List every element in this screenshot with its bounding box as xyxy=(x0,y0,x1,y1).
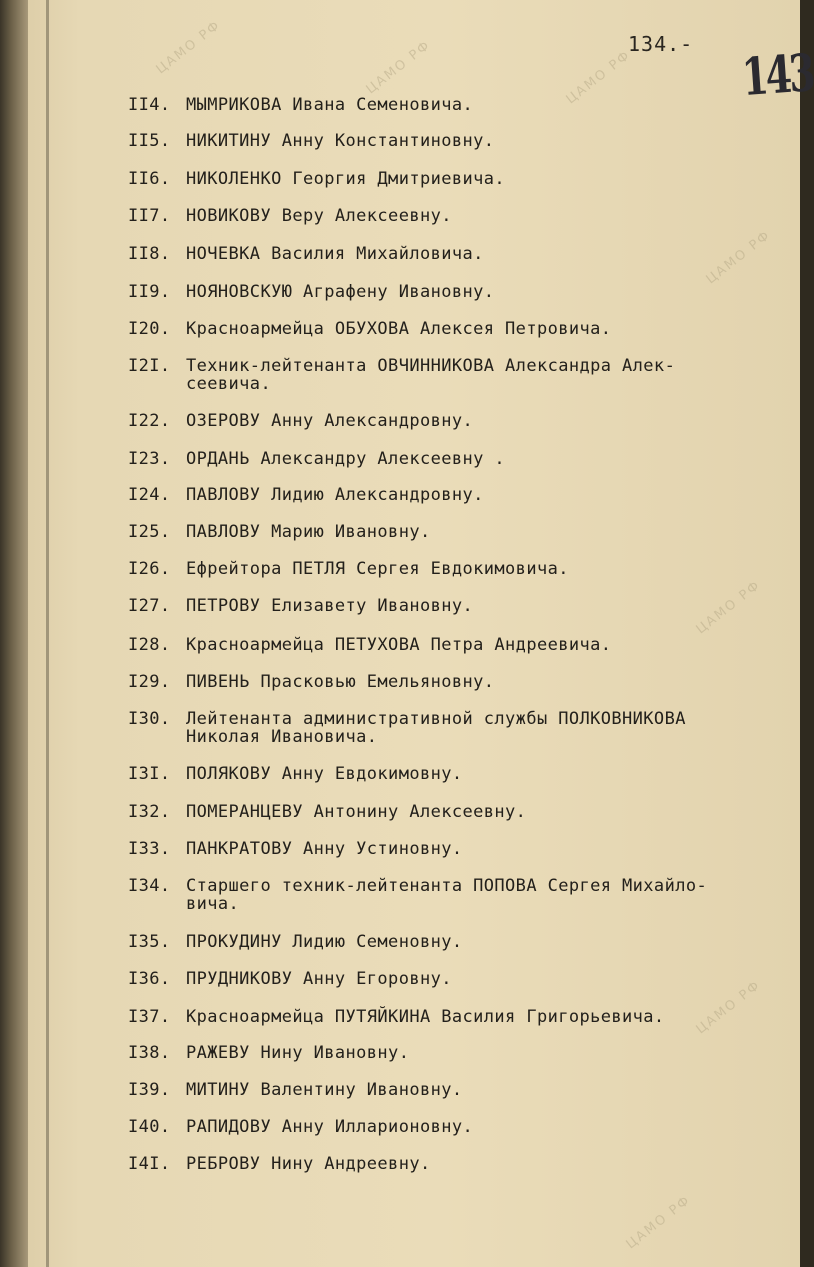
entry-number: II6. xyxy=(128,169,171,189)
list-item xyxy=(128,96,778,114)
entry-number: I2I. xyxy=(128,356,171,376)
entry-number: I23. xyxy=(128,449,171,469)
entry-number: I36. xyxy=(128,969,171,989)
entry-number: I22. xyxy=(128,411,171,431)
entry-number: I37. xyxy=(128,1007,171,1027)
entry-number: I30. xyxy=(128,709,171,729)
entry-number: I26. xyxy=(128,559,171,579)
list-item xyxy=(128,560,778,578)
entry-number: I35. xyxy=(128,932,171,952)
entry-text: Красноармейца ПЕТУХОВА Петра Андреевича. xyxy=(186,635,612,655)
list-item xyxy=(128,840,778,858)
entry-text: ПАВЛОВУ Марию Ивановну. xyxy=(186,522,431,542)
entry-text: Красноармейца ПУТЯЙКИНА Василия Григорьевича. xyxy=(186,1007,665,1027)
entry-number: I4I. xyxy=(128,1154,171,1174)
list-item xyxy=(128,170,778,188)
entry-number: I32. xyxy=(128,802,171,822)
list-item xyxy=(128,877,778,913)
list-item xyxy=(128,673,778,691)
watermark: ЦАМО РФ xyxy=(693,977,765,1038)
entry-text: НОВИКОВУ Веру Алексеевну. xyxy=(186,206,452,226)
entry-text: РЕБРОВУ Нину Андреевну. xyxy=(186,1154,431,1174)
entry-text: НИКОЛЕНКО Георгия Дмитриевича. xyxy=(186,169,506,189)
entry-text: Техник-лейтенанта ОВЧИННИКОВА Александра Алек- xyxy=(186,356,676,376)
list-item xyxy=(128,1155,778,1173)
list-item xyxy=(128,357,778,393)
watermark: ЦАМО РФ xyxy=(363,37,435,98)
entry-text: Лейтенанта административной службы ПОЛКОВНИКОВА xyxy=(186,709,686,729)
entry-text: НОЧЕВКА Василия Михайловича. xyxy=(186,244,484,264)
entry-continuation: сеевича. xyxy=(186,374,272,394)
list-item xyxy=(128,1118,778,1136)
list-item xyxy=(128,1081,778,1099)
entry-number: I40. xyxy=(128,1117,171,1137)
entry-text: МИТИНУ Валентину Ивановну. xyxy=(186,1080,463,1100)
entry-text: НИКИТИНУ Анну Константиновну. xyxy=(186,131,495,151)
entry-text: ПАНКРАТОВУ Анну Устиновну. xyxy=(186,839,463,859)
entry-number: I27. xyxy=(128,596,171,616)
entry-text: ОРДАНЬ Александру Алексеевну . xyxy=(186,449,506,469)
entry-number: I38. xyxy=(128,1043,171,1063)
entry-number: I33. xyxy=(128,839,171,859)
entry-text: МЫМРИКОВА Ивана Семеновича. xyxy=(186,95,474,115)
entry-text: ПРУДНИКОВУ Анну Егоровну. xyxy=(186,969,452,989)
entry-number: I25. xyxy=(128,522,171,542)
list-item xyxy=(128,765,778,783)
list-item xyxy=(128,597,778,615)
entry-continuation: Николая Ивановича. xyxy=(186,727,378,747)
list-item xyxy=(128,933,778,951)
entry-text: Ефрейтора ПЕТЛЯ Сергея Евдокимовича. xyxy=(186,559,569,579)
list-item xyxy=(128,1008,778,1026)
watermark: ЦАМО РФ xyxy=(693,577,765,638)
entry-number: II9. xyxy=(128,282,171,302)
entry-text: ПЕТРОВУ Елизавету Ивановну. xyxy=(186,596,474,616)
entry-number: I39. xyxy=(128,1080,171,1100)
watermark: ЦАМО РФ xyxy=(703,227,775,288)
entry-number: II8. xyxy=(128,244,171,264)
entry-text: ПОЛЯКОВУ Анну Евдокимовну. xyxy=(186,764,463,784)
binding-fold-line xyxy=(46,0,49,1267)
entry-number: I29. xyxy=(128,672,171,692)
watermark: ЦАМО РФ xyxy=(623,1192,695,1253)
list-item xyxy=(128,283,778,301)
entry-text: ПРОКУДИНУ Лидию Семеновну. xyxy=(186,932,463,952)
entry-text: ПАВЛОВУ Лидию Александровну. xyxy=(186,485,484,505)
list-item xyxy=(128,523,778,541)
list-item xyxy=(128,803,778,821)
entry-text: ОЗЕРОВУ Анну Александровну. xyxy=(186,411,474,431)
entry-number: I28. xyxy=(128,635,171,655)
entry-number: II5. xyxy=(128,131,171,151)
list-item xyxy=(128,245,778,263)
entry-text: РАЖЕВУ Нину Ивановну. xyxy=(186,1043,410,1063)
entry-number: I3I. xyxy=(128,764,171,784)
list-item xyxy=(128,412,778,430)
list-item xyxy=(128,1044,778,1062)
entry-number: II4. xyxy=(128,95,171,115)
list-item xyxy=(128,636,778,654)
entry-number: I24. xyxy=(128,485,171,505)
entry-text: Старшего техник-лейтенанта ПОПОВА Сергея Михайло- xyxy=(186,876,708,896)
entry-continuation: вича. xyxy=(186,894,240,914)
list-item xyxy=(128,486,778,504)
list-item xyxy=(128,207,778,225)
watermark: ЦАМО РФ xyxy=(153,17,225,78)
list-item xyxy=(128,970,778,988)
list-item xyxy=(128,132,778,150)
entry-text: НОЯНОВСКУЮ Аграфену Ивановну. xyxy=(186,282,495,302)
entry-text: ПИВЕНЬ Прасковью Емельяновну. xyxy=(186,672,495,692)
entry-text: ПОМЕРАНЦЕВУ Антонину Алексеевну. xyxy=(186,802,527,822)
entry-number: II7. xyxy=(128,206,171,226)
entry-number: I34. xyxy=(128,876,171,896)
page-binding xyxy=(0,0,28,1267)
list-item xyxy=(128,710,778,746)
handwritten-sheet-number: 143 xyxy=(739,41,814,108)
list-item xyxy=(128,320,778,338)
list-item xyxy=(128,450,778,468)
page-number: 134.- xyxy=(628,32,694,56)
entry-number: I20. xyxy=(128,319,171,339)
entry-text: Красноармейца ОБУХОВА Алексея Петровича. xyxy=(186,319,612,339)
entry-text: РАПИДОВУ Анну Илларионовну. xyxy=(186,1117,474,1137)
watermark: ЦАМО РФ xyxy=(563,47,635,108)
